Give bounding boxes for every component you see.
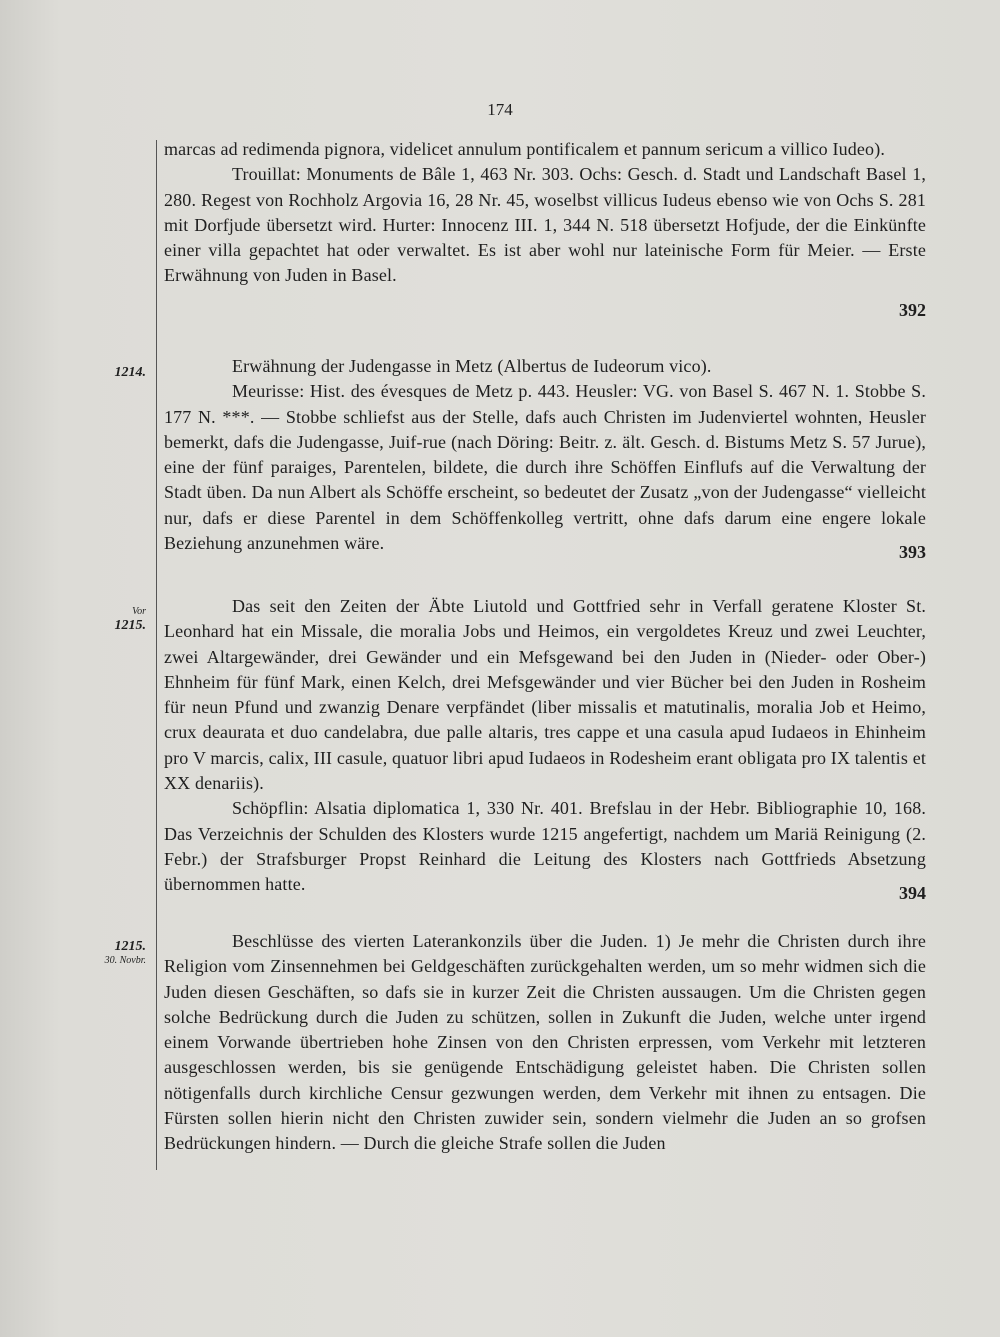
entry-392-text-1: marcas ad redimenda pignora, videlicet annulum pontificalem et pannum sericum a villico Iudeo). bbox=[164, 139, 886, 159]
date-label: 1215. bbox=[114, 618, 146, 633]
date-subtitle: 30. Novbr. bbox=[104, 955, 146, 966]
entry-394-text-2: Schöpflin: Alsatia diplomatica 1, 330 Nr. 401. Brefslau in der Hebr. Bibliographie 10, 168. Das Verzeichnis der Schulden des Klosters wurde 1215 angefertigt, nachdem um Mariä Reinigung (2. Febr.) der Strafsburger Propst Reinhard die Leitung des Klosters nach Gottfrieds Absetzung übernommen hatte. bbox=[164, 798, 926, 895]
entry-395-date bbox=[80, 940, 146, 968]
date-label: 1215. bbox=[114, 939, 146, 954]
entry-395-text-1: Beschlüsse des vierten Laterankonzils über die Juden. 1) Je mehr die Christen durch ihre Religion vom Zinsennehmen bei Geldgeschäften zurückgehalten werden, um so mehr widmen sich die Juden diesen Geschäften, so dafs sie in kurzer Zeit die Christen aussaugen. Um die Christen gegen solche Bedrückung durch die Juden zu schützen, sollen in Zukunft die Juden, welche unter irgend einem Vorwande übertrieben hohe Zinsen von den Christen erpressen, vom Verkehr mit letzteren ausgeschlossen werden, bis sie genügende Entschädigung geleistet haben. Die Christen sollen nötigenfalls durch kirchliche Censur gezwungen werden, dem Verkehr mit ihnen zu entsagen. Die Fürsten sollen hierin nicht den Christen zuwider sein, sondern vielmehr die Juden an so grofsen Bedrückungen hindern. — Durch die gleiche Strafe sollen die Juden bbox=[164, 931, 926, 1154]
entry-393-date bbox=[80, 366, 146, 380]
entry-394-date bbox=[80, 605, 146, 633]
date-label: 1214. bbox=[114, 365, 146, 380]
entry-393-text-1: Erwähnung der Judengasse in Metz (Albertus de Iudeorum vico). bbox=[232, 356, 712, 376]
entry-number: 394 bbox=[899, 883, 926, 903]
entry-394 bbox=[164, 594, 926, 903]
entry-393 bbox=[164, 354, 926, 562]
entry-393-text-2: Meurisse: Hist. des évesques de Metz p. 443. Heusler: VG. von Basel S. 467 N. 1. Stobbe S. 177 N. ***. — Stobbe schliefst aus der Stelle, dafs auch Christen im Judenviertel wohnten, Heusler bemerkt, dafs die Judengasse, Juif-rue (nach Döring: Beitr. z. ält. Gesch. d. Bistums Metz S. 57 Jurue), eine der fünf paraiges, Parentelen, bildete, die durch ihre Schöffen Einflufs auf die Verwaltung der Stadt üben. Da nun Albert als Schöffe erscheint, so bedeutet der Zusatz „von der Judengasse“ vielleicht nur, dafs er diese Parentel in dem Schöffenkolleg vertritt, ohne dafs darum eine engere lokale Beziehung anzunehmen wäre. bbox=[164, 381, 926, 554]
date-prefix: Vor bbox=[132, 606, 146, 617]
entry-392-text-2: Trouillat: Monuments de Bâle 1, 463 Nr. 303. Ochs: Gesch. d. Stadt und Landschaft Basel 1, 280. Regest von Rochholz Argovia 16, 28 Nr. 45, woselbst villicus Iudeus ebenso wie von Ochs S. 281 mit Dorfjude übersetzt wird. Hurter: Innocenz III. 1, 344 N. 518 übersetzt Hofjude, der die Einkünfte einer villa gepachtet hat oder verwaltet. Es ist aber wohl nur lateinische Form für Meier. — Erste Erwähnung von Juden in Basel. bbox=[164, 164, 926, 286]
entry-394-text-1: Das seit den Zeiten der Äbte Liutold und Gottfried sehr in Verfall geratene Kloster St. Leonhard hat ein Missale, die moralia Jobs und Heimos, ein vergoldetes Kreuz und zwei Leuchter, zwei Altargewänder, drei Gewänder und ein Mefsgewand bei den Juden in (Nieder- oder Ober-) Ehnheim für fünf Mark, einen Kelch, drei Mefsgewänder und vier Bücher bei den Juden in Rosheim für neun Pfund und zwanzig Denare verpfändet (liber missalis et matutinalis, moralia Job et Heimo, crux deaurata et duo candelabra, due palle altaris, tres cappe et una casula apud Iudaeos in Ehinheim pro V marcis, calix, III casule, quatuor libri apud Iudaeos in Rodesheim erant obligata pro IX talentis et XX denariis). bbox=[164, 596, 926, 794]
page-number: 174 bbox=[487, 100, 513, 119]
entry-392 bbox=[164, 137, 926, 320]
entry-395 bbox=[164, 929, 926, 1157]
entry-number: 393 bbox=[899, 542, 926, 562]
entry-number: 392 bbox=[899, 300, 926, 320]
margin-rule bbox=[156, 140, 157, 1170]
